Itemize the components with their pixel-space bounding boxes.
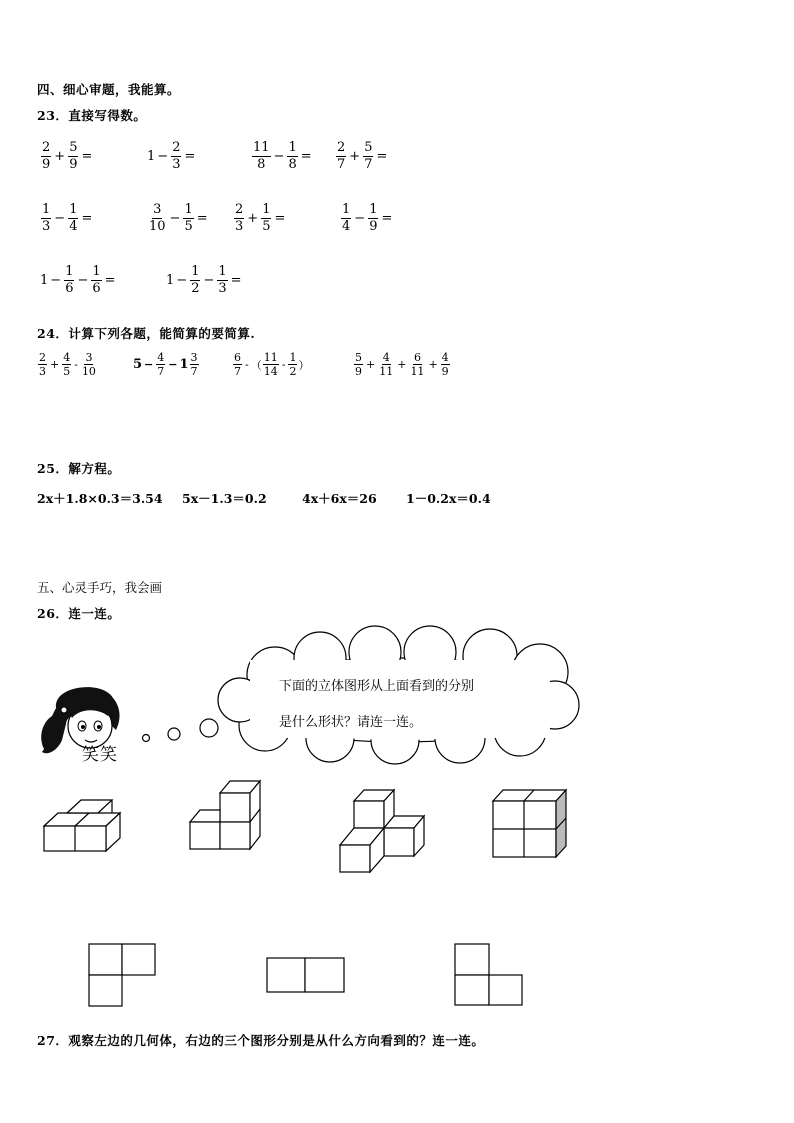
q23-expr-1: $\frac{2}{9}$ + $\frac{5}{9}$ = bbox=[42, 140, 93, 172]
q25-equation-3: 4x＋6x＝26 bbox=[302, 491, 377, 506]
q25-title: 25．解方程。 bbox=[37, 461, 121, 476]
q24-expr-1: $\frac{2}{3}$ + $\frac{4}{5}$ - $\frac{3}{10}$ bbox=[39, 351, 96, 378]
girl-name-label: 笑笑 bbox=[82, 745, 118, 765]
q23-expr-8: $\frac{1}{4}$ − $\frac{1}{9}$ = bbox=[342, 202, 393, 234]
section-4-title: 四、细心审题，我能算。 bbox=[37, 82, 181, 97]
q25-equation-4: 1－0.2x＝0.4 bbox=[406, 491, 491, 506]
q24-expr-4: $\frac{5}{9}$ + $\frac{4}{11}$ + $\frac{6}{11}$ + $\frac{4}{9}$ bbox=[355, 351, 449, 378]
view-1 bbox=[89, 944, 155, 1006]
q25-equation-1: 2x＋1.8×0.3＝3.54 bbox=[37, 491, 163, 506]
q26-title: 26．连一连。 bbox=[37, 606, 121, 621]
solid-4 bbox=[493, 790, 566, 857]
solid-2 bbox=[190, 781, 260, 849]
q23-expr-4: $\frac{2}{7}$ + $\frac{5}{7}$ = bbox=[337, 140, 388, 172]
solid-3 bbox=[340, 790, 424, 872]
cloud-text-line-1: 下面的立体图形从上面看到的分别 bbox=[279, 679, 475, 694]
q24-title: 24．计算下列各题，能简算的要简算. bbox=[37, 326, 256, 341]
q25-equation-2: 5x－1.3＝0.2 bbox=[182, 491, 267, 506]
q24-expr-3: $\frac{6}{7}$ - （ $\frac{11}{14}$ - $\frac{1}{2}$ ） bbox=[234, 351, 310, 378]
cloud-text-line-2: 是什么形状？请连一连。 bbox=[279, 715, 423, 730]
q23-expr-3: $\frac{11}{8}$ − $\frac{1}{8}$ = bbox=[253, 140, 312, 172]
view-3 bbox=[455, 944, 522, 1005]
view-2 bbox=[267, 958, 344, 992]
q23-expr-10: 1 − $\frac{1}{2}$ − $\frac{1}{3}$ = bbox=[166, 264, 242, 296]
section-5-title: 五、心灵手巧，我会画 bbox=[37, 580, 163, 595]
q23-expr-5: $\frac{1}{3}$ − $\frac{1}{4}$ = bbox=[42, 202, 93, 234]
q23-expr-7: $\frac{2}{3}$ + $\frac{1}{5}$ = bbox=[235, 202, 286, 234]
q23-expr-9: 1 − $\frac{1}{6}$ − $\frac{1}{6}$ = bbox=[40, 264, 116, 296]
q27-title: 27．观察左边的几何体，右边的三个图形分别是从什么方向看到的？连一连。 bbox=[37, 1033, 485, 1048]
q23-expr-6: $\frac{3}{10}$ − $\frac{1}{5}$ = bbox=[149, 202, 208, 234]
q23-title: 23．直接写得数。 bbox=[37, 108, 147, 123]
q24-expr-2: 5 − $\frac{4}{7}$ − 1 $\frac{3}{7}$ bbox=[133, 351, 198, 378]
q23-expr-2: 1 − $\frac{2}{3}$ = bbox=[147, 140, 196, 172]
solid-1 bbox=[44, 800, 120, 851]
